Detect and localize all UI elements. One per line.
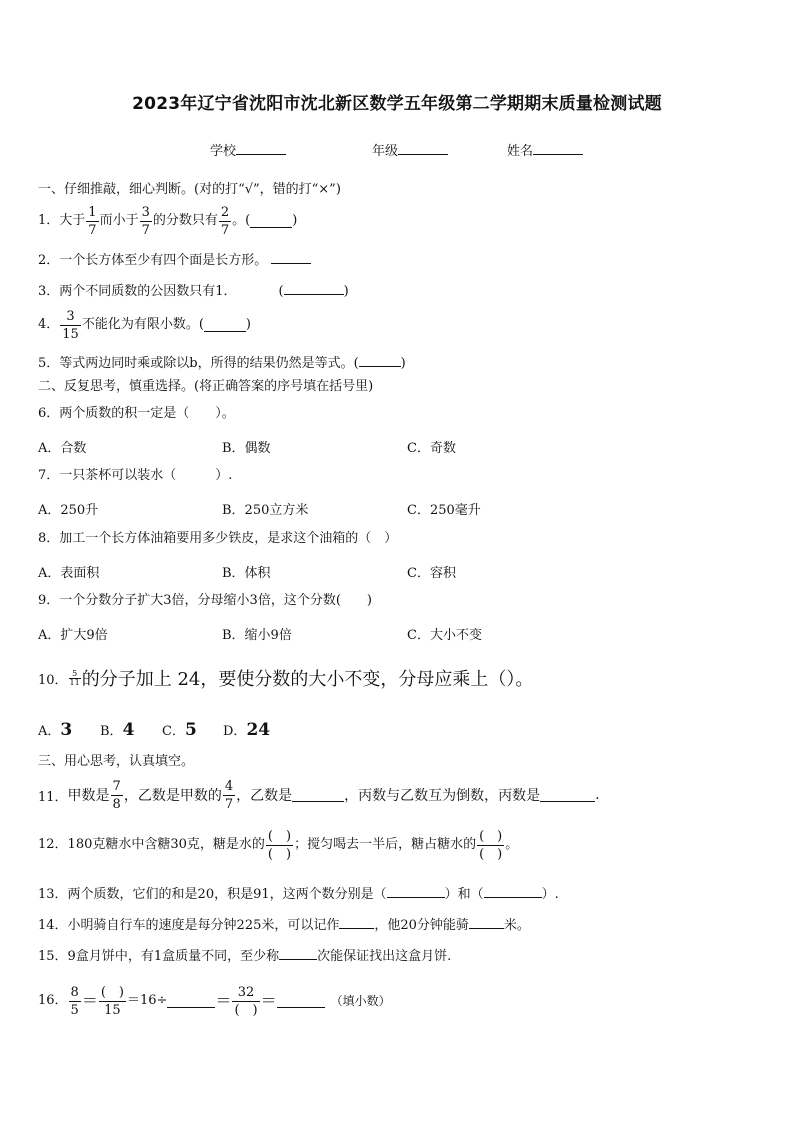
answer-blank[interactable] bbox=[484, 884, 542, 898]
question-4: 4． $\frac{3}{15}$ 不能化为有限小数。( ) bbox=[38, 308, 251, 342]
answer-blank[interactable] bbox=[339, 915, 374, 929]
answer-blank[interactable] bbox=[359, 353, 401, 367]
name-label: 姓名 bbox=[507, 144, 534, 159]
answer-blank[interactable] bbox=[284, 281, 344, 295]
name-field[interactable] bbox=[507, 141, 583, 161]
question-9: 9．一个分数分子扩大3倍，分母缩小3倍，这个分数( ) bbox=[38, 593, 372, 608]
answer-fraction[interactable]: $\frac{32}{( )}$ bbox=[234, 984, 258, 1018]
answer-fraction[interactable]: $\frac{( )}{15}$ bbox=[100, 984, 124, 1018]
q8-option-b[interactable]: B．体积 bbox=[222, 566, 271, 581]
grade-label: 年级 bbox=[372, 144, 399, 159]
section3-heading: 三、用心思考，认真填空。 bbox=[38, 754, 195, 769]
question-1: 1． 大于 $\frac{1}{7}$ 而小于 $\frac{3}{7}$ 的分数只有 $\frac{2}{7}$ 。( ) bbox=[38, 204, 298, 238]
q10-option-d[interactable]: D．24 bbox=[223, 720, 271, 740]
grade-field[interactable] bbox=[372, 141, 448, 161]
question-8: 8．加工一个长方体油箱要用多少铁皮，是求这个油箱的（ ） bbox=[38, 531, 398, 546]
q7-option-a[interactable]: A．250升 bbox=[38, 503, 99, 518]
q7-option-b[interactable]: B．250立方米 bbox=[222, 503, 309, 518]
answer-fraction[interactable]: $\frac{( )}{( )}$ bbox=[479, 828, 503, 862]
q10-option-a[interactable]: A．3 bbox=[38, 720, 73, 740]
question-12: 12． 180克糖水中含糖30克，糖是水的 $\frac{( )}{( )}$ ；搅匀喝去一半后，糖占糖水的 $\frac{( )}{( )}$ 。 bbox=[38, 828, 519, 862]
answer-blank[interactable] bbox=[204, 318, 246, 332]
answer-blank[interactable] bbox=[271, 250, 311, 264]
answer-blank[interactable] bbox=[540, 788, 595, 802]
answer-blank[interactable] bbox=[387, 884, 445, 898]
page-title: 2023年辽宁省沈阳市沈北新区数学五年级第二学期期末质量检测试题 bbox=[132, 94, 662, 114]
section2-heading: 二、反复思考，慎重选择。(将正确答案的序号填在括号里) bbox=[38, 379, 374, 394]
question-11: 11． 甲数是 $\frac{7}{8}$ ，乙数是甲数的 $\frac{4}{7}$ ，乙数是 ，丙数与乙数互为倒数，丙数是 . bbox=[38, 778, 600, 812]
question-16: 16． $\frac{8}{5}$ ＝ $\frac{( )}{15}$ ＝16÷ ＝ $\frac{32}{( )}$ ＝ （填小数） bbox=[38, 984, 391, 1018]
answer-blank[interactable] bbox=[250, 214, 292, 228]
q10-option-c[interactable]: C．5 bbox=[162, 720, 197, 740]
q9-option-c[interactable]: C．大小不变 bbox=[407, 628, 482, 643]
answer-blank[interactable] bbox=[279, 946, 317, 960]
school-field[interactable] bbox=[210, 141, 286, 161]
school-label: 学校 bbox=[210, 144, 237, 159]
answer-fraction[interactable]: $\frac{( )}{( )}$ bbox=[267, 828, 292, 862]
q7-option-c[interactable]: C．250毫升 bbox=[407, 503, 481, 518]
q6-option-a[interactable]: A．合数 bbox=[38, 441, 87, 456]
question-7: 7．一只茶杯可以装水（ ）. bbox=[38, 468, 233, 483]
question-6: 6．两个质数的积一定是（ ）。 bbox=[38, 406, 235, 421]
question-15: 15．9盒月饼中，有1盒质量不同，至少称 次能保证找出这盒月饼. bbox=[38, 946, 451, 966]
answer-blank[interactable] bbox=[167, 994, 215, 1008]
question-14: 14．小明骑自行车的速度是每分钟225米，可以记作 ，他20分钟能骑 米。 bbox=[38, 915, 530, 935]
question-10: 10． $\frac{5}{11}$ 的分子加上 24，要使分数的大小不变，分母应乘上（）。 bbox=[38, 668, 534, 690]
question-3: 3．两个不同质数的公因数只有1． ( ) bbox=[38, 281, 349, 301]
q8-option-a[interactable]: A．表面积 bbox=[38, 566, 100, 581]
answer-blank[interactable] bbox=[292, 788, 344, 802]
question-5: 5．等式两边同时乘或除以b，所得的结果仍然是等式。( ) bbox=[38, 353, 406, 373]
question-2: 2．一个长方体至少有四个面是长方形。 bbox=[38, 250, 311, 270]
q9-option-b[interactable]: B．缩小9倍 bbox=[222, 628, 292, 643]
q8-option-c[interactable]: C．容积 bbox=[407, 566, 456, 581]
answer-blank[interactable] bbox=[469, 915, 504, 929]
section1-heading: 一、仔细推敲，细心判断。(对的打“√”，错的打“×”) bbox=[38, 182, 341, 197]
q10-option-b[interactable]: B．4 bbox=[100, 720, 135, 740]
q9-option-a[interactable]: A．扩大9倍 bbox=[38, 628, 108, 643]
q6-option-b[interactable]: B．偶数 bbox=[222, 441, 271, 456]
answer-blank[interactable] bbox=[277, 994, 325, 1008]
q6-option-c[interactable]: C．奇数 bbox=[407, 441, 456, 456]
question-13: 13．两个质数，它们的和是20，积是91，这两个数分别是（ ）和（ ）. bbox=[38, 884, 559, 904]
